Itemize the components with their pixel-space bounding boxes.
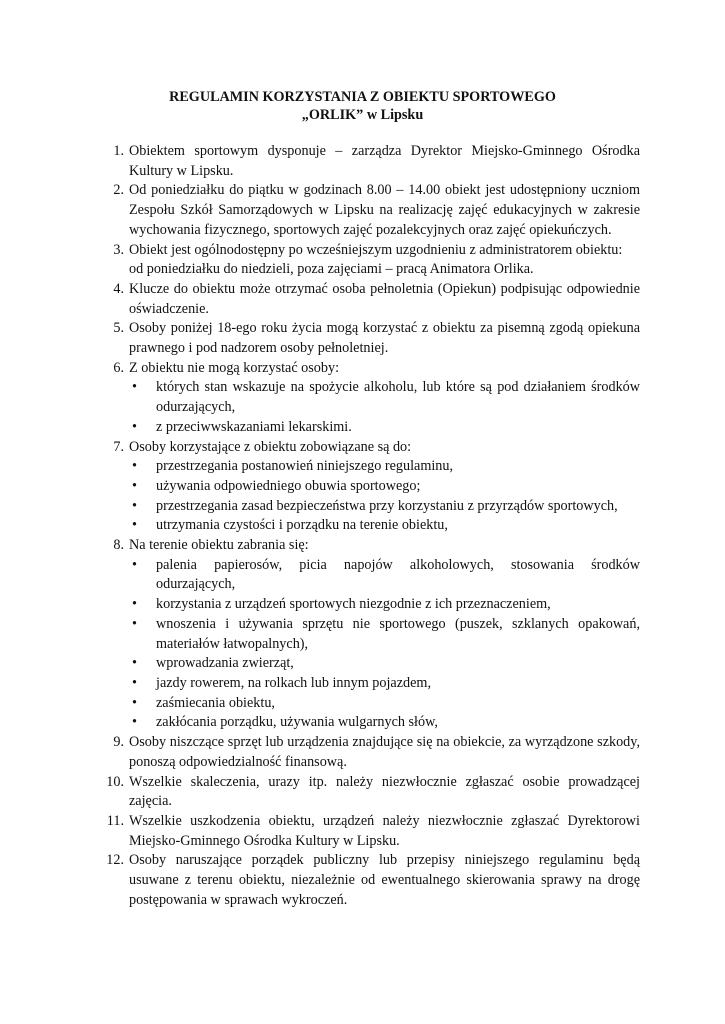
rule-text: Osoby korzystające z obiektu zobowiązane są do:: [129, 438, 412, 455]
rule-item: [106, 773, 640, 812]
rule-subitem: [129, 497, 640, 517]
rule-subitem-text: przestrzegania postanowień niniejszego regulaminu,: [156, 458, 454, 475]
rule-text: Na terenie obiektu zabrania się:: [129, 537, 309, 554]
rule-item: [112, 733, 640, 772]
rule-sublist: [129, 378, 640, 437]
rule-number: 4.: [113, 280, 124, 297]
rule-item: [112, 142, 640, 181]
rule-item: [112, 280, 640, 319]
bullet-icon: •: [132, 615, 137, 632]
rule-text-continued: od poniedziałku do niedzieli, poza zajęciami – pracą Animatora Orlika.: [129, 261, 534, 278]
rule-subitem-text: zaśmiecania obiektu,: [156, 694, 275, 711]
rule-item: [112, 181, 640, 240]
rule-subitem: [129, 674, 640, 694]
rule-number: 8.: [113, 537, 124, 554]
rule-subitem-text: wprowadzania zwierząt,: [156, 655, 294, 672]
rule-number: 1.: [113, 143, 124, 159]
bullet-icon: •: [132, 477, 137, 494]
rule-subitem: [129, 477, 640, 497]
rule-sublist: [129, 457, 640, 536]
rule-subitem-text: przestrzegania zasad bezpieczeństwa przy korzystaniu z przyrządów sportowych,: [156, 497, 618, 514]
rule-subitem: [129, 457, 640, 477]
rule-text: Obiekt jest ogólnodostępny po wcześniejszym uzgodnieniu z administratorem obiektu:: [129, 241, 623, 258]
rule-text: Osoby niszczące sprzęt lub urządzenia znajdujące się na obiekcie, za wyrządzone szkody, ponoszą odpowiedzialność finansową.: [129, 734, 640, 770]
rule-number: 6.: [113, 359, 124, 376]
rule-subitem: [129, 615, 640, 654]
rule-subitem: [129, 418, 640, 438]
rule-subitem: [129, 694, 640, 714]
rule-sublist: [129, 556, 640, 733]
rule-number: 10.: [106, 773, 124, 790]
bullet-icon: •: [132, 517, 137, 534]
rule-subitem: [129, 516, 640, 536]
rule-number: 9.: [113, 734, 124, 751]
rule-text: Wszelkie uszkodzenia obiektu, urządzeń należy niezwłocznie zgłaszać Dyrektorowi Miejsko-Gminnego Ośrodka Kultury w Lipsku.: [129, 812, 640, 849]
bullet-icon: •: [132, 458, 137, 475]
rule-subitem-text: jazdy rowerem, na rolkach lub innym pojazdem,: [156, 674, 431, 691]
bullet-icon: •: [132, 418, 137, 435]
bullet-icon: •: [132, 497, 137, 514]
rule-text: Osoby poniżej 18-ego roku życia mogą korzystać z obiektu za pisemną zgodą opiekuna prawnego i pod nadzorem osoby pełnoletniej.: [129, 320, 640, 357]
rule-text: Od poniedziałku do piątku w godzinach 8.00 – 14.00 obiekt jest udostępniony uczniom Zespołu Szkół Samorządowych w Lipsku na realizację zajęć edukacyjnych w zakresie wychowania fizycznego, sportowych zajęć pozalekcyjnych oraz zajęć opiekuńczych.: [129, 182, 640, 238]
rule-number: 3.: [113, 241, 124, 258]
rule-subitem-text: których stan wskazuje na spożycie alkoholu, lub które są pod działaniem środków odurzających,: [156, 379, 640, 416]
rules-list: [106, 142, 640, 910]
rule-subitem: [129, 556, 640, 595]
rule-item: [106, 812, 640, 851]
rule-number: 12.: [106, 852, 124, 869]
rule-text: Osoby naruszające porządek publiczny lub przepisy niniejszego regulaminu będą usuwane z terenu obiektu, niezależnie od ewentualnego skierowania sprawy na drogę postępowania w sprawach wykroczeń.: [129, 852, 640, 908]
bullet-icon: •: [132, 596, 137, 613]
rule-subitem: [129, 654, 640, 674]
bullet-icon: •: [132, 379, 137, 396]
rule-number: 2.: [113, 182, 124, 199]
rule-subitem: [129, 713, 640, 733]
rule-subitem: [129, 595, 640, 615]
rule-number: 5.: [113, 320, 124, 337]
rule-subitem-text: wnoszenia i używania sprzętu nie sportowego (puszek, szklanych opakowań, materiałów łatwopalnych),: [156, 615, 640, 652]
rule-item: [112, 241, 640, 280]
bullet-icon: •: [132, 674, 137, 691]
rule-text: Obiektem sportowym dysponuje – zarządza Dyrektor Miejsko-Gminnego Ośrodka Kultury w Lipsku.: [129, 143, 640, 179]
rule-number: 11.: [106, 812, 124, 829]
rule-subitem-text: korzystania z urządzeń sportowych niezgodnie z ich przeznaczeniem,: [156, 596, 551, 613]
rule-item: [112, 536, 640, 733]
rule-item: [112, 359, 640, 438]
document-title: REGULAMIN KORZYSTANIA Z OBIEKTU SPORTOWEGO: [169, 89, 556, 105]
document-subtitle: „ORLIK” w Lipsku: [301, 107, 424, 123]
rule-item: [106, 851, 640, 910]
rule-text: Klucze do obiektu może otrzymać osoba pełnoletnia (Opiekun) podpisując odpowiednie oświadczenie.: [129, 280, 640, 317]
rule-subitem-text: używania odpowiedniego obuwia sportowego;: [156, 477, 421, 494]
bullet-icon: •: [132, 556, 137, 573]
bullet-icon: •: [132, 694, 137, 711]
rule-subitem-text: zakłócania porządku, używania wulgarnych słów,: [156, 714, 438, 731]
bullet-icon: •: [132, 655, 137, 672]
rule-item: [112, 319, 640, 358]
rule-text: Z obiektu nie mogą korzystać osoby:: [129, 359, 340, 376]
bullet-icon: •: [132, 714, 137, 731]
rule-subitem-text: z przeciwwskazaniami lekarskimi.: [156, 418, 352, 435]
rule-subitem: [129, 378, 640, 417]
rule-subitem-text: utrzymania czystości i porządku na terenie obiektu,: [156, 517, 448, 534]
rule-subitem-text: palenia papierosów, picia napojów alkoholowych, stosowania środków odurzających,: [156, 556, 640, 593]
rule-text: Wszelkie skaleczenia, urazy itp. należy niezwłocznie zgłaszać osobie prowadzącej zajęcia.: [129, 773, 640, 810]
rule-number: 7.: [113, 438, 124, 455]
rule-item: [112, 438, 640, 537]
